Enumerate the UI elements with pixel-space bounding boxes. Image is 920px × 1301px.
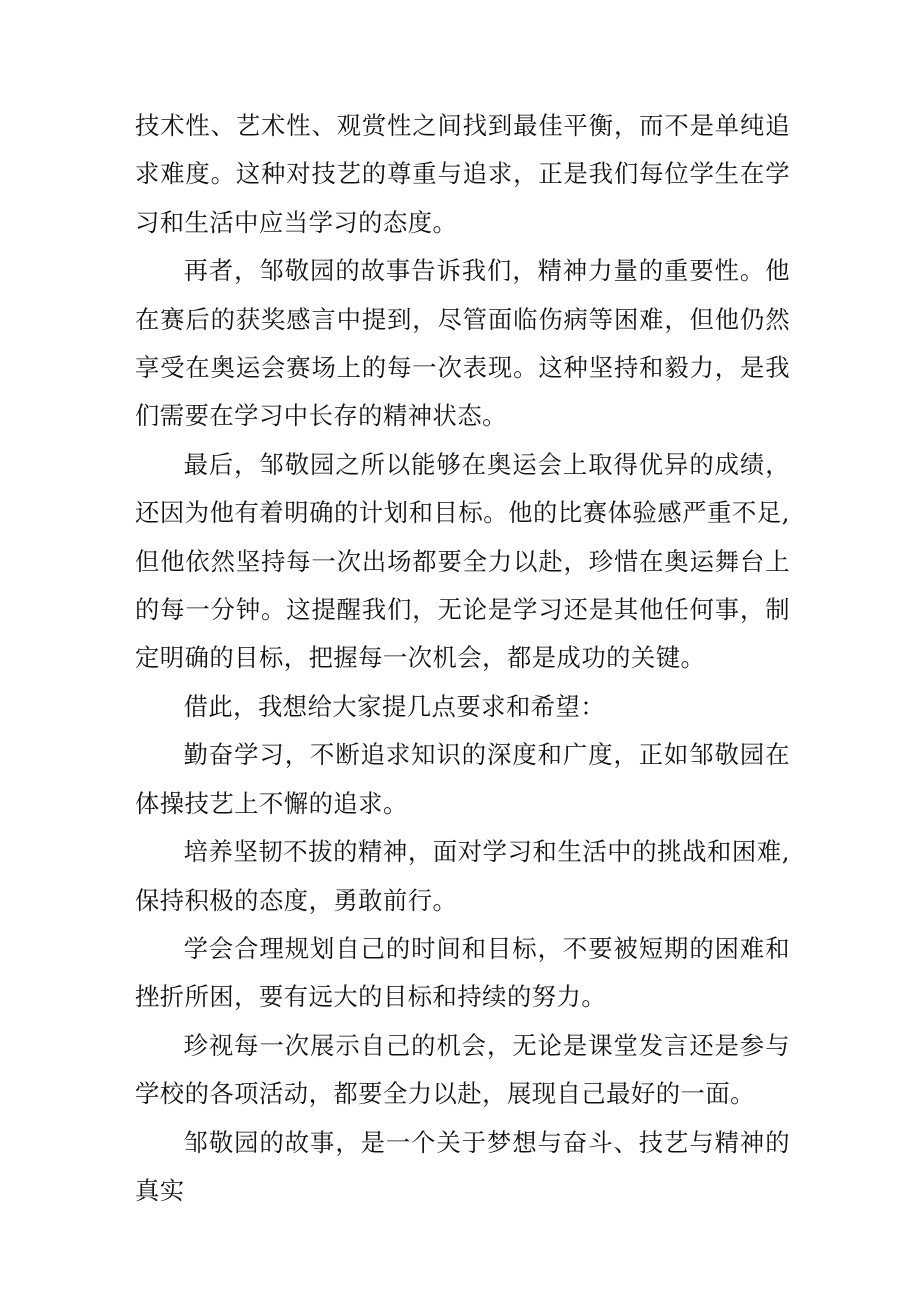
paragraph-requirements-intro: 借此，我想给大家提几点要求和希望： [183,691,606,721]
paragraph-requirement-perseverance: 培养坚韧不拔的精神，面对学习和生活中的挑战和困难,保持积极的态度，勇敢前行。 [135,837,790,915]
paragraph-continuation: 技术性、艺术性、观赏性之间找到最佳平衡，而不是单纯追求难度。这种对技艺的尊重与追求，正是我们每位学生在学习和生活中应当学习的态度。 [135,111,790,237]
paragraph-spirit: 再者，邹敬园的故事告诉我们，精神力量的重要性。他在赛后的获奖感言中提到，尽管面临伤病等困难，但他仍然享受在奥运会赛场上的每一次表现。这种坚持和毅力，是我们需要在学习中长存的精神状态。 [135,256,790,431]
paragraph-requirement-study: 勤奋学习，不断追求知识的深度和广度，正如邹敬园在体操技艺上不懈的追求。 [135,740,790,818]
paragraph-requirement-opportunity: 珍视每一次展示自己的机会，无论是课堂发言还是参与学校的各项活动，都要全力以赴，展现自己最好的一面。 [135,1030,790,1109]
paragraph-conclusion: 邹敬园的故事，是一个关于梦想与奋斗、技艺与精神的真实 [135,1127,790,1205]
paragraph-requirement-planning: 学会合理规划自己的时间和目标，不要被短期的困难和挫折所困，要有远大的目标和持续的努力。 [135,933,790,1012]
document-body [135,102,790,1215]
paragraph-goals: 最后，邹敬园之所以能够在奥运会上取得优异的成绩，还因为他有着明确的计划和目标。他的比赛体验感严重不足,但他依然坚持每一次出场都要全力以赴，珍惜在奥运舞台上的每一分钟。这提醒我们，无论是学习还是其他任何事，制定明确的目标，把握每一次机会，都是成功的关键。 [135,449,790,673]
